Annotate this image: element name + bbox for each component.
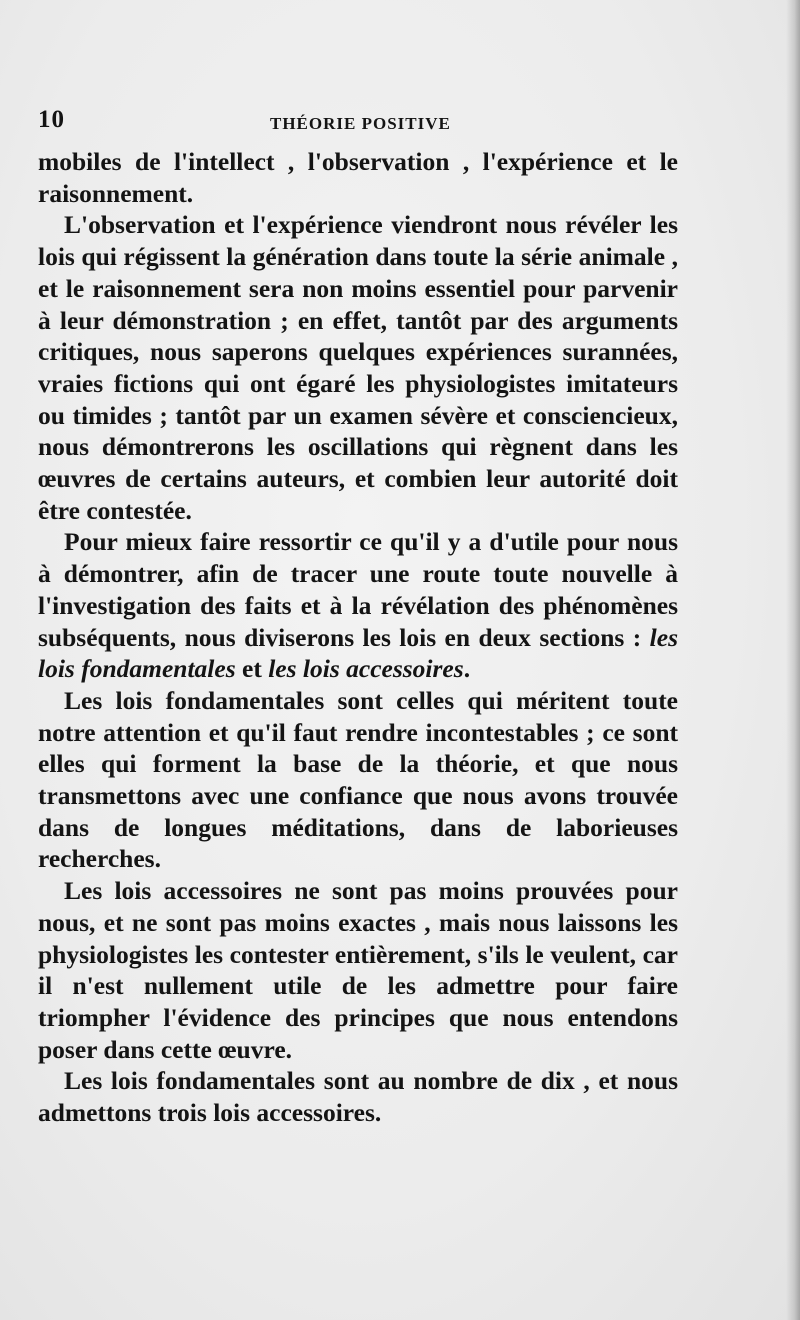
paragraph-1: mobiles de l'intellect , l'observation , l'expérience et le raisonnement.	[38, 147, 678, 208]
italic-lois-accessoires: les lois accessoires	[268, 654, 464, 684]
page-header	[38, 106, 678, 140]
body-text	[38, 146, 678, 1129]
paragraph-4: Les lois fondamentales sont celles qui méritent toute notre attention et qu'il faut rendre incontestables ; ce sont elles qui forment la base de la théorie, et que nous transmettons avec une confiance que nous avons trouvée dans de longues méditations, dans de laborieuses recherches.	[38, 685, 678, 874]
page-edge-shadow	[786, 0, 800, 1320]
running-title: THÉORIE POSITIVE	[270, 114, 451, 133]
paragraph-3-text-before: Pour mieux faire ressortir ce qu'il y a d'utile pour nous à démontrer, afin de tracer une route toute nouvelle à l'investigation des faits et à la révélation des phénomènes subséquents, nous diviserons les lois en deux sections :	[38, 527, 678, 652]
paragraph-3-text-middle: et	[235, 654, 269, 684]
paragraph-3-text-after: .	[463, 654, 471, 684]
paragraph-3	[38, 526, 678, 685]
paragraph-2: L'observation et l'expérience viendront nous révéler les lois qui régissent la génération dans toute la série animale , et le raisonnement sera non moins essentiel pour parvenir à leur démonstration ; en effet, tantôt par des arguments critiques, nous saperons quelques expériences surannées, vraies fictions qui ont égaré les physiologistes imitateurs ou timides ; tantôt par un examen sévère et consciencieux, nous démontrerons les oscillations qui règnent dans les œuvres de certains auteurs, et combien leur autorité doit être contestée.	[38, 210, 678, 525]
italic-lois-fondamentales: les lois fondamentales	[38, 622, 678, 684]
page-number: 10	[38, 106, 65, 133]
paragraph-6: Les lois fondamentales sont au nombre de dix , et nous admettons trois lois accessoires.	[38, 1066, 678, 1128]
paragraph-5: Les lois accessoires ne sont pas moins prouvées pour nous, et ne sont pas moins exactes , mais nous laissons les physiologistes les contester entièrement, s'ils le veulent, car il n'est nullement utile de les admettre pour faire triompher l'évidence des principes que nous entendons poser dans cette œuvre.	[38, 876, 678, 1064]
